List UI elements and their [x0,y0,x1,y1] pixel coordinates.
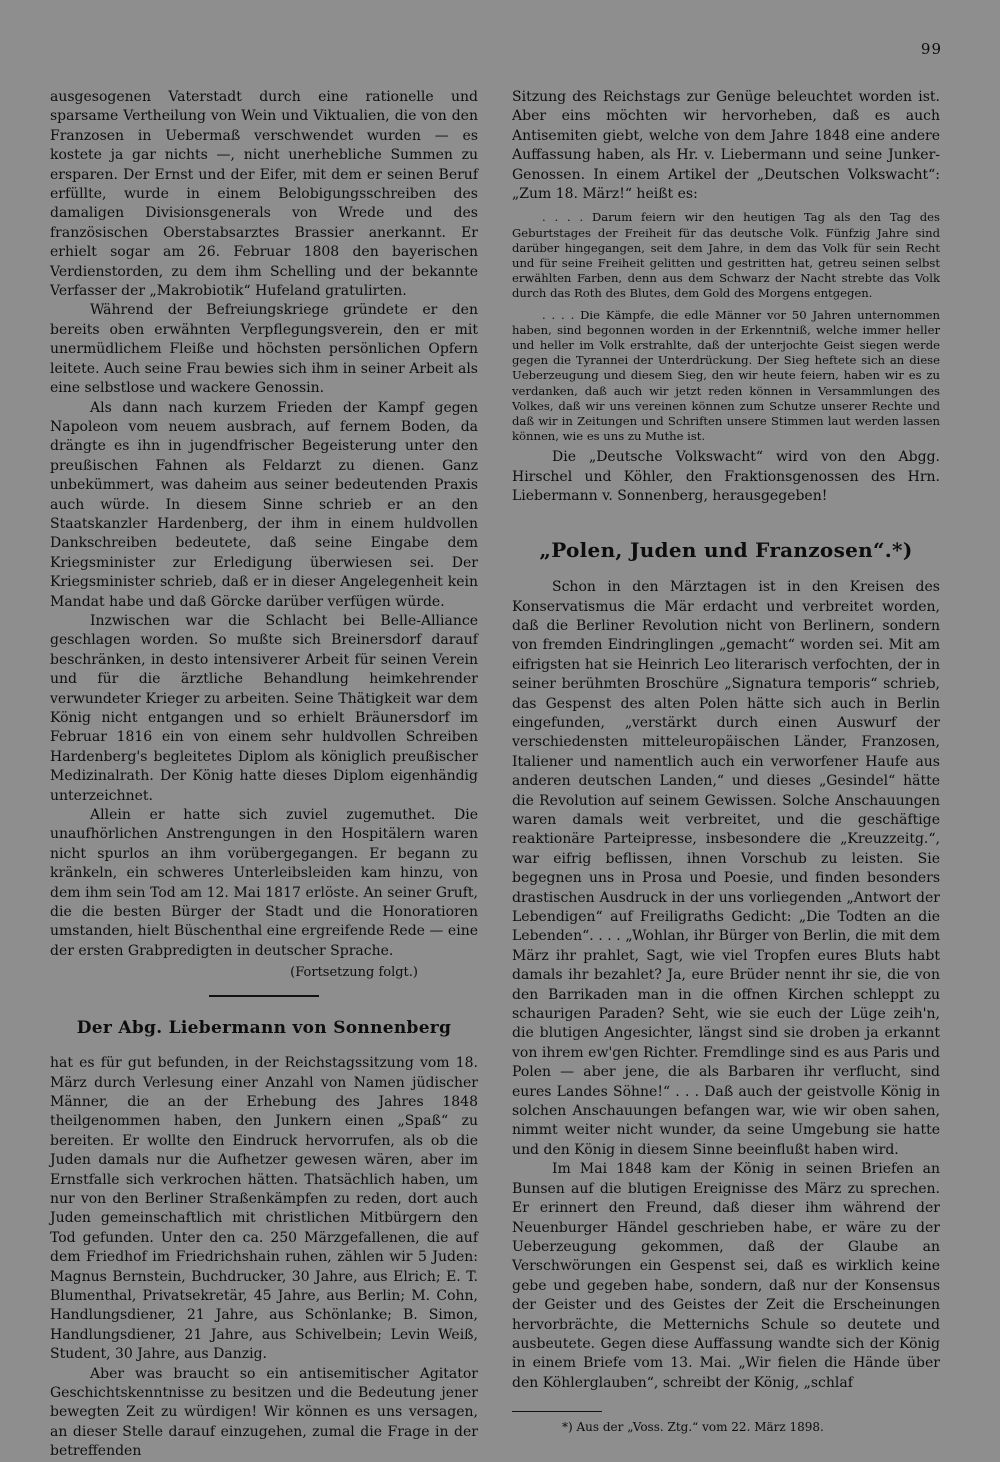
left-paragraph-1: ausgesogenen Vaterstadt durch eine rationelle und sparsame Vertheilung von Wein und Viktualien, die von den Franzosen in Uebermaß verschwendet wurden — es kostete ja gar nichts —, nicht unerhebliche Summen zu ersparen. Der Ernst und der Eifer, mit dem er seinen Beruf erfüllte, wurde in einem Belobigungsschreiben des damaligen Divisionsgenerals von Wrede und des französischen Oberstabsarztes Brassier anerkannt. Er erhielt sogar am 26. Februar 1808 den bayerischen Verdienstorden, zu dem ihm Schelling und der bekannte Verfasser der „Makrobiotik“ Hufeland gratulirten. [50,89,478,300]
left-paragraph-5: Allein er hatte sich zuviel zugemuthet. Die unaufhörlichen Anstrengungen in den Hospitälern waren nicht spurlos an ihm vorübergegangen. Er begann zu kränkeln, ein schweres Unterleibsleiden kam hinzu, von dem ihm sein Tod am 12. Mai 1817 erlöste. An seiner Gruft, die die besten Bürger der Stadt und die Honoratioren umstanden, hielt Büschenthal eine ergreifende Rede — eine der ersten Grabpredigten in deutscher Sprache. [50,807,478,959]
right-paragraph-1: Sitzung des Reichstags zur Genüge beleuchtet worden ist. Aber eins möchten wir hervorheben, daß es auch Antisemiten giebt, welche von dem Jahre 1848 eine andere Auffassung haben, als Hr. v. Liebermann und seine Junker-Genossen. In einem Artikel der „Deutschen Volkswacht“: „Zum 18. März!“ heißt es: [512,89,940,203]
article-heading-polen: „Polen, Juden und Franzosen“.*) [539,537,913,562]
footnote: *) Aus der „Voss. Ztg.“ vom 22. März 1898. [562,1420,824,1435]
left-paragraph-2: Während der Befreiungskriege gründete er den bereits oben erwähnten Verpflegungsverein, den er mit unermüdlichem Fleiße und höchsten persönlichen Opfern leitete. Auch seine Frau bewies sich ihm in seiner Arbeit als eine selbstlose und wackere Genossin. [50,302,478,397]
left-paragraph-3: Als dann nach kurzem Frieden der Kampf gegen Napoleon vom neuem ausbrach, auf fernem Boden, da drängte es ihn in jugendfrischer Begeisterung unter den preußischen Fahnen als Feldarzt zu dienen. Ganz unbekümmert, was daheim aus seiner bedeutenden Praxis auch würde. In diesem Sinne schrieb er an den Staatskanzler Hardenberg, der ihm in einem huldvollen Dankschreiben bedeutete, daß seine Eingabe dem Kriegsminister zur Erledigung überwiesen sei. Der Kriegsminister schrieb, daß er in dieser Angelegenheit kein Mandat habe und daß Görcke darüber verfügen würde. [50,399,478,610]
article-heading-liebermann: Der Abg. Liebermann von Sonnenberg [76,1017,452,1038]
section-divider [209,995,319,997]
right-paragraph-4: Im Mai 1848 kam der König in seinen Briefen an Bunsen auf die blutigen Ereignisse des März zu sprechen. Er erinnert den Freund, daß dieser ihm während der Neuenburger Händel geschrieben habe, er wäre zu der Ueberzeugung gekommen, daß der Glaube an Verschwörungen ein Gespenst sei, daß es wirklich keine gebe und gegeben habe, sondern, daß nur der Konsensus der Geister und des Geistes der Zeit die Erscheinungen hervorbrächte, die Metternichs Schule so deutete und ausbeutete. Gegen diese Auffassung wandte sich der König in einem Briefe vom 13. Mai. „Wir fielen die Hände über den Köhlerglauben“, schreibt der König, „schlaf [512,1161,940,1391]
page-number: 99 [920,40,942,58]
left-paragraph-6: hat es für gut befunden, in der Reichstagssitzung vom 18. März durch Verlesung einer Anzahl von Namen jüdischer Männer, die an der Erhebung des Jahres 1848 theilgenommen haben, den Junkern einen „Spaß“ zu bereiten. Er wollte den Eindruck hervorrufen, als ob die Juden damals nur die Aufhetzer gewesen wären, aber im Ernstfalle sich verkrochen hätten. Thatsächlich haben, um nur von den Berliner Straßenkämpfen zu reden, dort auch Juden gemeinschaftlich mit christlichen Mitbürgern den Tod gefunden. Unter den ca. 250 Märzgefallenen, die auf dem Friedhof im Friedrichshain ruhen, zählen wir 5 Juden: Magnus Bernstein, Buchdrucker, 30 Jahre, aus Elrich; E. T. Blumenthal, Privatsekretär, 45 Jahre, aus Berlin; M. Cohn, Handlungsdiener, 21 Jahre, aus Schönlanke; B. Simon, Handlungsdiener, 21 Jahre, aus Schivelbein; Levin Weiß, Student, 30 Jahre, aus Danzig. [50,1055,478,1363]
quote-2: . . . . Die Kämpfe, die edle Männer vor 50 Jahren unternommen haben, sind begonnen worden in der Erkenntniß, welche immer heller und heller im Volk erstrahlte, daß der unterjochte Geist siegen werde gegen die Tyrannei der Unterdrückung. Der Sieg heftete sich an diese Ueberzeugung und diesem Sieg, den wir heute feiern, haben wir es zu verdanken, daß auch wir jetzt reden können in Versammlungen des Volkes, daß wir uns vereinen können zum Schutze unserer Rechte und daß wir in Zeitungen und Schriften unsere Stimmen laut werden lassen können, wie es uns zu Muthe ist. [512,307,940,444]
quote-1: . . . . Darum feiern wir den heutigen Tag als den Tag des Geburtstages der Freiheit für das deutsche Volk. Fünfzig Jahre sind darüber hingegangen, seit dem Jahre, in dem das Volk für sein Recht und für seine Freiheit gelitten und gestritten hat, getreu seinen selbst erwählten Farben, denn aus dem Schwarz der Nacht strebte das Volk durch das Roth des Blutes, dem Gold des Morgens entgegen. [512,210,940,301]
right-paragraph-2: Die „Deutsche Volkswacht“ wird von den Abgg. Hirschel und Köhler, den Fraktionsgenossen des Hrn. Liebermann v. Sonnenberg, herausgegeben! [512,449,940,505]
continuation-note: (Fortsetzung folgt.) [290,965,418,981]
left-paragraph-4: Inzwischen war die Schlacht bei Belle-Alliance geschlagen worden. So mußte sich Breinersdorf darauf beschränken, in desto intensiverer Arbeit für seinen Verein und für die ärztliche Behandlung heimkehrender verwundeter Krieger zu arbeiten. Seine Thätigkeit war dem König nicht entgangen und so erhielt Bräunersdorf im Februar 1816 ein von einem sehr huldvollen Schreiben Hardenberg's begleitetes Diplom als königlich preußischer Medizinalrath. Der König hatte dieses Diplom eigenhändig unterzeichnet. [50,612,478,804]
right-paragraph-3: Schon in den Märztagen ist in den Kreisen des Konservatismus die Mär erdacht und verbreitet worden, daß die Berliner Revolution nicht von Berlinern, sondern von fremden Eindringlingen „gemacht“ worden sei. Mit am eifrigsten hat sie Heinrich Leo literarisch verfochten, der in seiner berühmten Broschüre „Signatura temporis“ schrieb, das Gespenst des alten Polen hätte sich auch in Berlin eingefunden, „verstärkt durch einen Auswurf der verschiedensten mitteleuropäischen Länder, Franzosen, Italiener und namentlich auch ein verworfener Haufe aus anderen deutschen Landen,“ und dieses „Gesindel“ hätte die Revolution auf seinem Gewissen. Solche Anschauungen waren damals weit verbreitet, und die geschäftige reaktionäre Parteipresse, insbesondere die „Kreuzzeitg.“, war eifrig beflissen, ihnen Vorschub zu leisten. Sie begegnen uns in Prosa und Poesie, und finden besonders drastischen Ausdruck in der uns vorliegenden „Antwort der Lebendigen“ auf Freiligraths Gedicht: „Die Todten an die Lebenden“. . . . „Wohlan, ihr Bürger von Berlin, die mit dem März ihr prahlet, Sagt, wie viel Tropfen eures Bluts habt damals ihr bezahlet? Ja, eure Brüder nennt ihr sie, die von den Barrikaden man in die offnen Kirchen schleppt zu schaurigen Paraden? Seht, wie sie euch der Lüge zeih'n, die blutigen Angesichter, längst sind sie droben ja erkannt von ihrem ew'gen Richter. Fremdlinge sind es aus Paris und Polen — aber jene, die als Barbaren ihr verflucht, sind eures Landes Söhne!“ . . . Daß auch der geistvolle König in solchen Anschauungen befangen war, wie wir oben sahen, nimmt weiter nicht wunder, da seine Umgebung sie hatte und den König in diesem Sinne beeinflußt haben wird. [512,579,940,1158]
left-paragraph-7: Aber was braucht so ein antisemitischer Agitator Geschichtskenntnisse zu besitzen und die Bedeutung jener bewegten Zeit zu würdigen! Wir können es uns versagen, an dieser Stelle darauf einzugehen, zumal die Frage in der betreffenden [50,1365,478,1460]
footnote-rule [512,1411,602,1412]
left-column [50,88,478,1462]
right-column [512,88,940,1438]
